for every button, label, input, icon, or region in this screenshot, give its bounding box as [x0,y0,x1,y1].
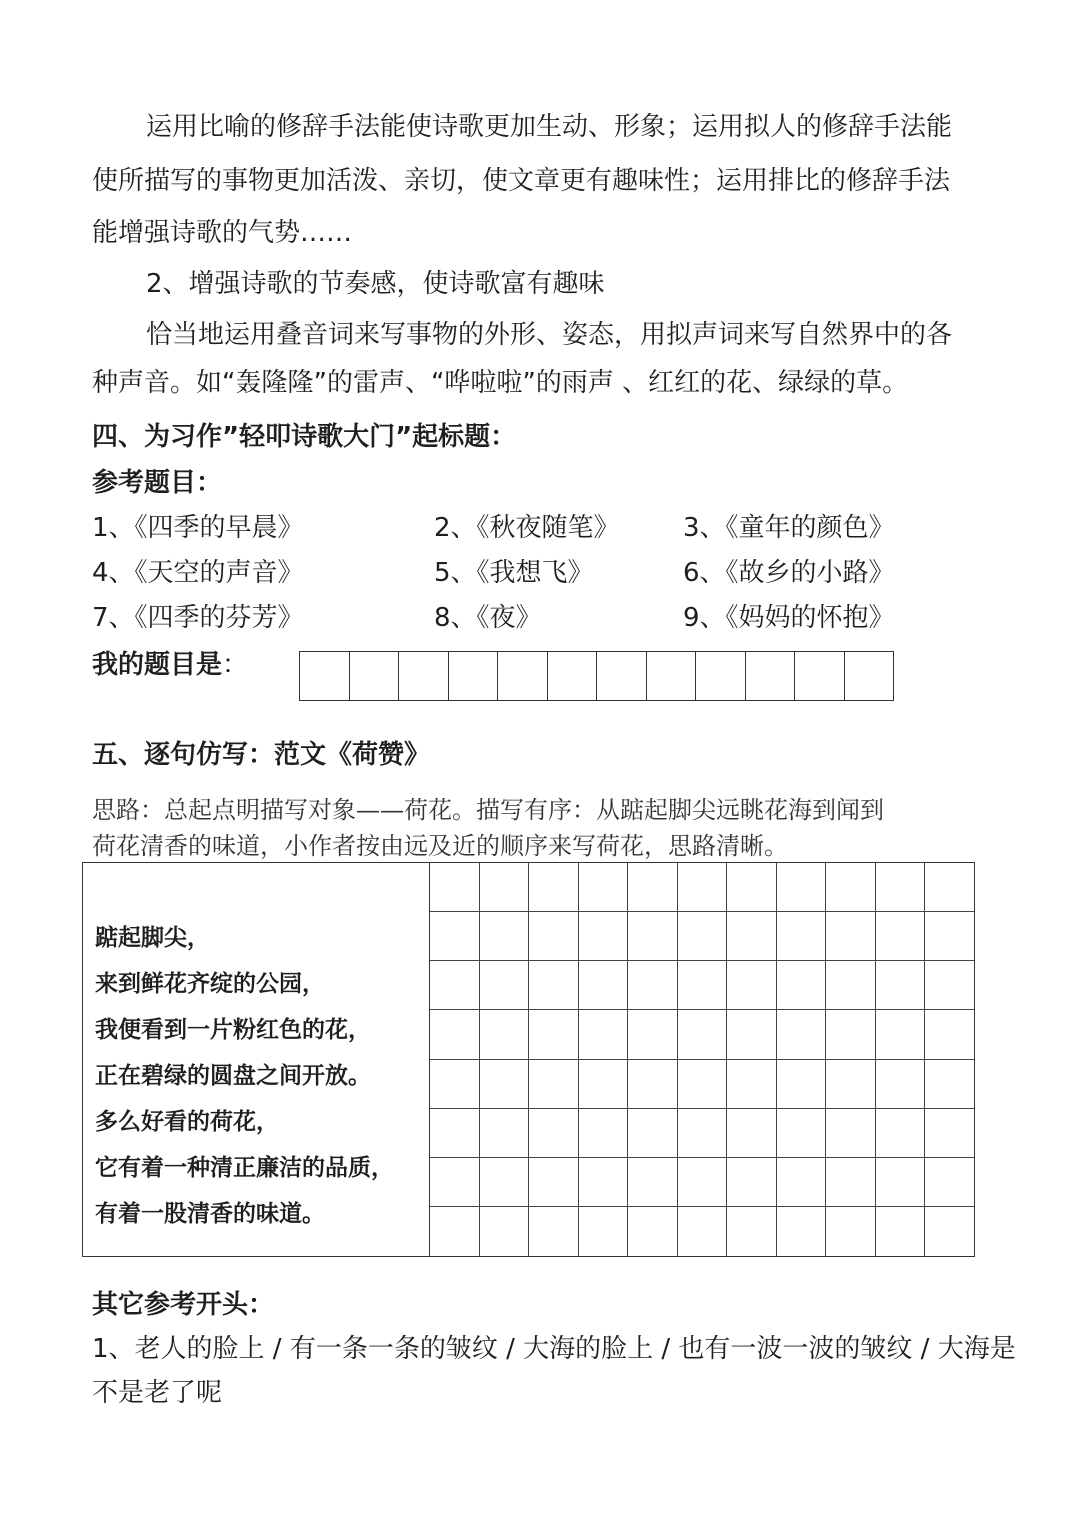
title-option: 5、《我想飞》 [434,558,594,588]
imitation-table [82,862,975,1257]
model-poem [95,915,425,1237]
grid-cell[interactable] [777,1060,827,1109]
poem-line: 有着一股清香的味道。 [95,1201,325,1227]
grid-cell[interactable] [579,912,629,961]
grid-cell[interactable] [876,863,926,912]
grid-cell[interactable] [826,863,876,912]
grid-cell[interactable] [925,1109,975,1158]
grid-cell[interactable] [579,961,629,1010]
grid-cell[interactable] [876,1158,926,1207]
title-option: 4、《天空的声音》 [92,558,304,588]
title-box-cell[interactable] [548,652,598,700]
title-option: 9、《妈妈的怀抱》 [683,603,895,633]
grid-cell[interactable] [430,1207,480,1256]
grid-cell[interactable] [876,1060,926,1109]
grid-cell[interactable] [876,1109,926,1158]
grid-cell[interactable] [430,863,480,912]
grid-cell[interactable] [925,1207,975,1256]
grid-cell[interactable] [727,1010,777,1059]
grid-cell[interactable] [678,961,728,1010]
grid-cell[interactable] [826,961,876,1010]
grid-cell[interactable] [777,1109,827,1158]
grid-cell[interactable] [826,912,876,961]
title-option: 6、《故乡的小路》 [683,558,895,588]
grid-cell[interactable] [529,912,579,961]
grid-cell[interactable] [678,1060,728,1109]
grid-cell[interactable] [925,1060,975,1109]
grid-cell[interactable] [529,1158,579,1207]
grid-cell[interactable] [678,863,728,912]
grid-cell[interactable] [826,1060,876,1109]
title-box-cell[interactable] [696,652,746,700]
grid-cell[interactable] [430,1060,480,1109]
grid-cell[interactable] [430,912,480,961]
grid-cell[interactable] [727,1158,777,1207]
title-box-cell[interactable] [746,652,796,700]
grid-cell[interactable] [529,1109,579,1158]
grid-cell[interactable] [430,1158,480,1207]
grid-cell[interactable] [579,863,629,912]
my-title-text: 我的题目是 [92,650,223,680]
grid-cell[interactable] [925,1010,975,1059]
poem-line: 正在碧绿的圆盘之间开放。 [95,1063,371,1089]
title-box-cell[interactable] [399,652,449,700]
paragraph-line: 运用比喻的修辞手法能使诗歌更加生动、形象；运用拟人的修辞手法能 [146,112,953,142]
grid-cell[interactable] [727,1207,777,1256]
poem-line: 来到鲜花齐绽的公园， [95,971,325,997]
grid-cell[interactable] [678,1109,728,1158]
paragraph-line: 恰当地运用叠音词来写事物的外形、姿态，用拟声词来写自然界中的各 [146,320,953,350]
title-option: 1、《四季的早晨》 [92,513,304,543]
grid-cell[interactable] [925,1158,975,1207]
grid-cell[interactable] [777,912,827,961]
grid-cell[interactable] [777,1158,827,1207]
grid-cell[interactable] [925,961,975,1010]
grid-cell[interactable] [430,1109,480,1158]
poem-line: 它有着一种清正廉洁的品质， [95,1155,394,1181]
title-box-cell[interactable] [449,652,499,700]
poem-line: 多么好看的荷花， [95,1109,279,1135]
title-box-cell[interactable] [597,652,647,700]
grid-cell[interactable] [430,1010,480,1059]
grid-cell[interactable] [529,961,579,1010]
grid-cell[interactable] [925,912,975,961]
grid-cell[interactable] [727,1060,777,1109]
grid-cell[interactable] [529,1207,579,1256]
section-heading: 其它参考开头： [92,1290,275,1320]
grid-cell[interactable] [727,961,777,1010]
title-box-cell[interactable] [498,652,548,700]
grid-cell[interactable] [480,912,530,961]
grid-cell[interactable] [628,1060,678,1109]
grid-cell[interactable] [777,863,827,912]
grid-cell[interactable] [678,1207,728,1256]
grid-cell[interactable] [876,1010,926,1059]
grid-cell[interactable] [777,1207,827,1256]
my-title-boxes[interactable] [299,651,894,701]
title-box-cell[interactable] [845,652,895,700]
grid-cell[interactable] [579,1207,629,1256]
writing-grid[interactable] [429,863,975,1256]
my-title-label [92,648,248,682]
grid-cell[interactable] [777,1010,827,1059]
grid-cell[interactable] [480,1109,530,1158]
poem-line: 我便看到一片粉红色的花， [95,1017,371,1043]
grid-cell[interactable] [727,1109,777,1158]
grid-cell[interactable] [480,1010,530,1059]
grid-cell[interactable] [727,912,777,961]
section-heading: 五、逐句仿写：范文《荷赞》 [92,740,431,770]
grid-cell[interactable] [480,1207,530,1256]
title-box-cell[interactable] [795,652,845,700]
title-option: 3、《童年的颜色》 [683,513,895,543]
grid-cell[interactable] [529,863,579,912]
grid-cell[interactable] [579,1158,629,1207]
grid-cell[interactable] [826,1158,876,1207]
grid-cell[interactable] [430,961,480,1010]
point-heading: 2、增强诗歌的节奏感，使诗歌富有趣味 [146,269,605,299]
grid-cell[interactable] [628,961,678,1010]
grid-cell[interactable] [876,912,926,961]
grid-cell[interactable] [579,1060,629,1109]
grid-cell[interactable] [777,961,827,1010]
grid-cell[interactable] [826,1010,876,1059]
title-box-cell[interactable] [300,652,350,700]
grid-cell[interactable] [678,912,728,961]
idea-line: 荷花清香的味道，小作者按由远及近的顺序来写荷花，思路清晰。 [92,832,788,860]
grid-cell[interactable] [826,1109,876,1158]
example-line: 不是老了呢 [92,1378,223,1408]
grid-cell[interactable] [628,1010,678,1059]
paragraph-line: 能增强诗歌的气势…… [92,218,353,248]
grid-cell[interactable] [529,1060,579,1109]
grid-cell[interactable] [628,863,678,912]
example-line: 1、老人的脸上 / 有一条一条的皱纹 / 大海的脸上 / 也有一波一波的皱纹 / 大海是 [92,1334,1016,1364]
title-option: 8、《夜》 [434,603,542,633]
grid-cell[interactable] [628,912,678,961]
grid-cell[interactable] [480,1158,530,1207]
reference-label: 参考题目： [92,468,223,498]
grid-cell[interactable] [480,863,530,912]
title-option: 2、《秋夜随笔》 [434,513,620,543]
grid-cell[interactable] [678,1010,728,1059]
title-box-cell[interactable] [647,652,697,700]
grid-cell[interactable] [678,1158,728,1207]
grid-cell[interactable] [876,1207,926,1256]
grid-cell[interactable] [529,1010,579,1059]
grid-cell[interactable] [876,961,926,1010]
grid-cell[interactable] [925,863,975,912]
poem-line: 踮起脚尖， [95,925,210,951]
paragraph-line: 使所描写的事物更加活泼、亲切，使文章更有趣味性；运用排比的修辞手法 [92,166,951,196]
grid-cell[interactable] [727,863,777,912]
grid-cell[interactable] [579,1109,629,1158]
grid-cell[interactable] [628,1109,678,1158]
grid-cell[interactable] [628,1207,678,1256]
idea-line: 思路：总起点明描写对象——荷花。描写有序：从踮起脚尖远眺花海到闻到 [92,796,884,824]
grid-cell[interactable] [579,1010,629,1059]
title-option: 7、《四季的芬芳》 [92,603,304,633]
grid-cell[interactable] [628,1158,678,1207]
my-title-colon: ： [222,650,249,680]
grid-cell[interactable] [826,1207,876,1256]
grid-cell[interactable] [480,1060,530,1109]
title-box-cell[interactable] [350,652,400,700]
grid-cell[interactable] [480,961,530,1010]
paragraph-line: 种声音。如“轰隆隆”的雷声、“哗啦啦”的雨声 、红红的花、绿绿的草。 [92,368,909,398]
section-heading: 四、为习作”轻叩诗歌大门”起标题： [92,422,517,452]
